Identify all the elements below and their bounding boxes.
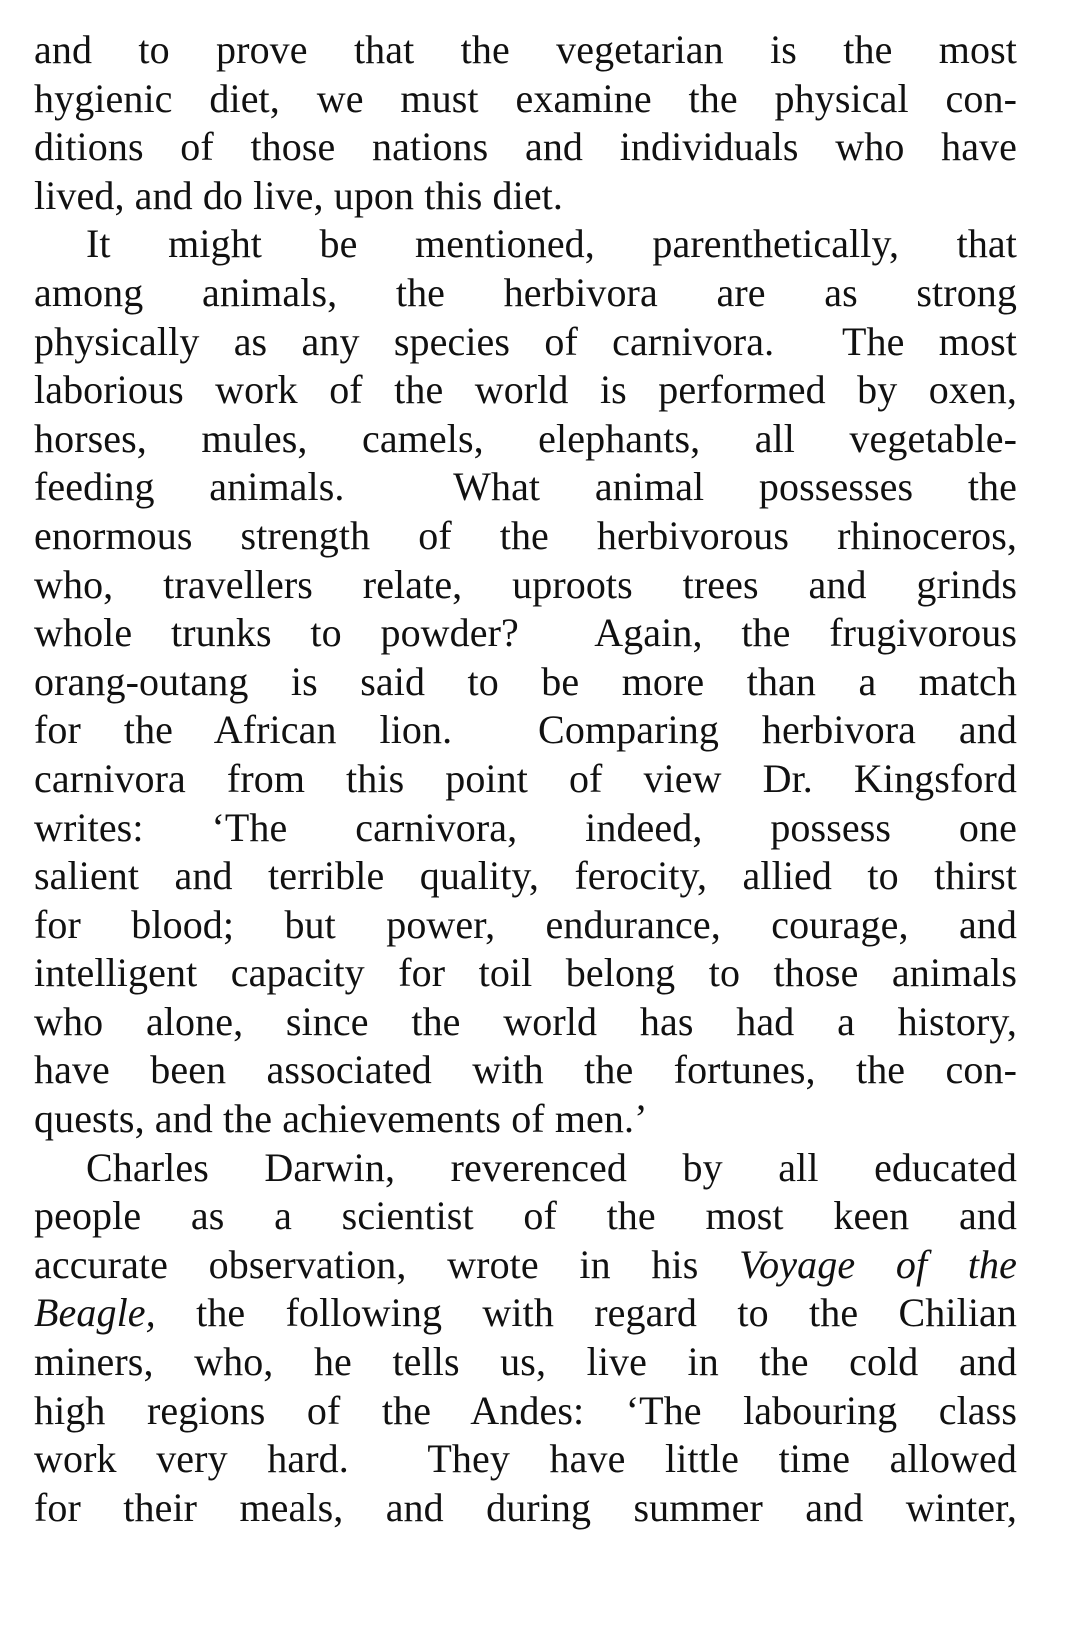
text-line — [34, 1289, 1017, 1338]
line-text: accurate observation, wrote in his — [34, 1241, 740, 1287]
text-line — [34, 1144, 1017, 1193]
line-text: orang-outang is said to be more than a match — [34, 658, 1017, 704]
italic-title-text: Beagle, — [34, 1290, 156, 1336]
text-line — [34, 1095, 1017, 1144]
text-line — [34, 1046, 1017, 1095]
line-text: who alone, since the world has had a history, — [34, 998, 1017, 1044]
text-line — [34, 220, 1017, 269]
text-line — [34, 75, 1017, 124]
text-line — [34, 901, 1017, 950]
line-text: for their meals, and during summer and winter, — [34, 1484, 1017, 1530]
text-line — [34, 269, 1017, 318]
italic-title-text: Voyage of the — [739, 1241, 1017, 1287]
line-text: work very hard. They have little time allowed — [34, 1436, 1017, 1482]
paragraph — [34, 220, 1017, 1143]
line-text: high regions of the Andes: ‘The labouring class — [34, 1387, 1017, 1433]
line-text: writes: ‘The carnivora, indeed, possess one — [34, 804, 1017, 850]
line-text: ditions of those nations and individuals who have — [34, 124, 1017, 170]
text-line — [34, 1192, 1017, 1241]
text-line — [34, 318, 1017, 367]
text-line — [34, 998, 1017, 1047]
text-line — [34, 415, 1017, 464]
text-line — [34, 755, 1017, 804]
line-text: Charles Darwin, reverenced by all educated — [86, 1144, 1017, 1190]
text-line — [34, 658, 1017, 707]
line-text: physically as any species of carnivora. The most — [34, 318, 1017, 364]
line-text: hygienic diet, we must examine the physical con- — [34, 75, 1017, 121]
line-text: the following with regard to the Chilian — [155, 1290, 1017, 1336]
text-line — [34, 706, 1017, 755]
text-body — [34, 26, 1017, 1532]
text-line — [34, 1387, 1017, 1436]
line-text: intelligent capacity for toil belong to those animals — [34, 950, 1017, 996]
line-text: horses, mules, camels, elephants, all vegetable- — [34, 415, 1017, 461]
line-text: It might be mentioned, parenthetically, that — [86, 221, 1017, 267]
text-line — [34, 949, 1017, 998]
line-text: laborious work of the world is performed by oxen, — [34, 367, 1017, 413]
line-text: and to prove that the vegetarian is the most — [34, 27, 1017, 72]
text-line — [34, 172, 1017, 221]
paragraph — [34, 1144, 1017, 1533]
line-text: have been associated with the fortunes, the con- — [34, 1047, 1017, 1093]
paragraph — [34, 26, 1017, 220]
line-text: feeding animals. What animal possesses the — [34, 464, 1017, 510]
line-text: who, travellers relate, uproots trees and grinds — [34, 561, 1017, 607]
text-line — [34, 804, 1017, 853]
line-text: salient and terrible quality, ferocity, allied to thirst — [34, 853, 1017, 899]
text-line — [34, 26, 1017, 75]
line-text: quests, and the achievements of men.’ — [34, 1096, 648, 1142]
line-text: whole trunks to powder? Again, the frugivorous — [34, 610, 1017, 656]
line-text: carnivora from this point of view Dr. Kingsford — [34, 755, 1017, 801]
text-line — [34, 561, 1017, 610]
text-line — [34, 609, 1017, 658]
text-line — [34, 1338, 1017, 1387]
text-line — [34, 1241, 1017, 1290]
text-line — [34, 512, 1017, 561]
line-text: for blood; but power, endurance, courage, and — [34, 901, 1017, 947]
text-line — [34, 123, 1017, 172]
line-text: miners, who, he tells us, live in the cold and — [34, 1339, 1017, 1385]
line-text: people as a scientist of the most keen and — [34, 1193, 1017, 1239]
text-line — [34, 1435, 1017, 1484]
text-line — [34, 463, 1017, 512]
line-text: for the African lion. Comparing herbivora and — [34, 707, 1017, 753]
text-line — [34, 852, 1017, 901]
line-text: among animals, the herbivora are as strong — [34, 269, 1017, 315]
text-line — [34, 366, 1017, 415]
text-line — [34, 1484, 1017, 1533]
line-text: enormous strength of the herbivorous rhinoceros, — [34, 512, 1017, 558]
line-text: lived, and do live, upon this diet. — [34, 172, 563, 218]
